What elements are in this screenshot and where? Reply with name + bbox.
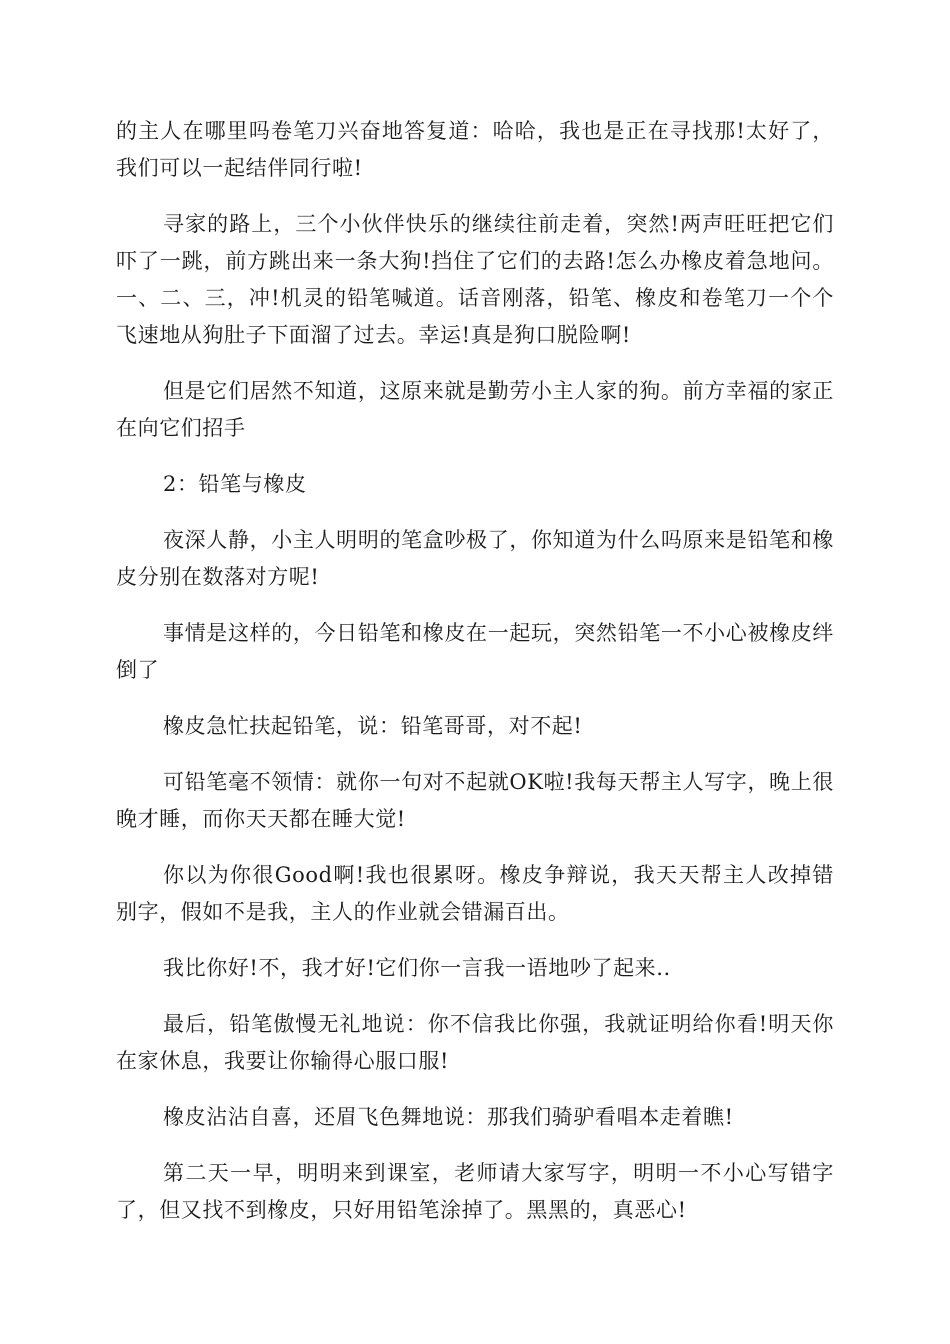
section-heading: 2：铅笔与橡皮 bbox=[163, 472, 307, 496]
paragraph: 最后，铅笔傲慢无礼地说：你不信我比你强，我就证明给你看!明天你在家休息，我要让你输得心服口服! bbox=[116, 1012, 834, 1073]
paragraph: 夜深人静，小主人明明的笔盒吵极了，你知道为什么吗原来是铅笔和橡皮分别在数落对方呢! bbox=[116, 528, 834, 589]
paragraph: 橡皮沾沾自喜，还眉飞色舞地说：那我们骑驴看唱本走着瞧! bbox=[163, 1105, 734, 1129]
paragraph: 第二天一早，明明来到课室，老师请大家写字，明明一不小心写错字了，但又找不到橡皮，只好用铅笔涂掉了。黑黑的，真恶心! bbox=[116, 1161, 834, 1222]
paragraph: 事情是这样的，今日铅笔和橡皮在一起玩，突然铅笔一不小心被橡皮绊倒了 bbox=[116, 621, 834, 682]
paragraph: 我比你好!不，我才好!它们你一言我一语地吵了起来.. bbox=[163, 956, 671, 980]
paragraph: 但是它们居然不知道，这原来就是勤劳小主人家的狗。前方幸福的家正在向它们招手 bbox=[116, 379, 834, 440]
paragraph: 你以为你很Good啊!我也很累呀。橡皮争辩说，我天天帮主人改掉错别字，假如不是我，主人的作业就会错漏百出。 bbox=[116, 863, 834, 924]
paragraph: 寻家的路上，三个小伙伴快乐的继续往前走着，突然!两声旺旺把它们吓了一跳，前方跳出来一条大狗!挡住了它们的去路!怎么办橡皮着急地问。一、二、三，冲!机灵的铅笔喊道。话音刚落，铅笔、橡皮和卷笔刀一个个飞速地从狗肚子下面溜了过去。幸运!真是狗口脱险啊! bbox=[116, 212, 834, 347]
paragraph: 橡皮急忙扶起铅笔，说：铅笔哥哥，对不起! bbox=[163, 714, 583, 738]
paragraph-continuation: 的主人在哪里吗卷笔刀兴奋地答复道：哈哈，我也是正在寻找那!太好了，我们可以一起结伴同行啦! bbox=[116, 119, 834, 180]
paragraph: 可铅笔毫不领情：就你一句对不起就OK啦!我每天帮主人写字，晚上很晚才睡，而你天天都在睡大觉! bbox=[116, 770, 834, 831]
document-body bbox=[116, 113, 834, 1248]
